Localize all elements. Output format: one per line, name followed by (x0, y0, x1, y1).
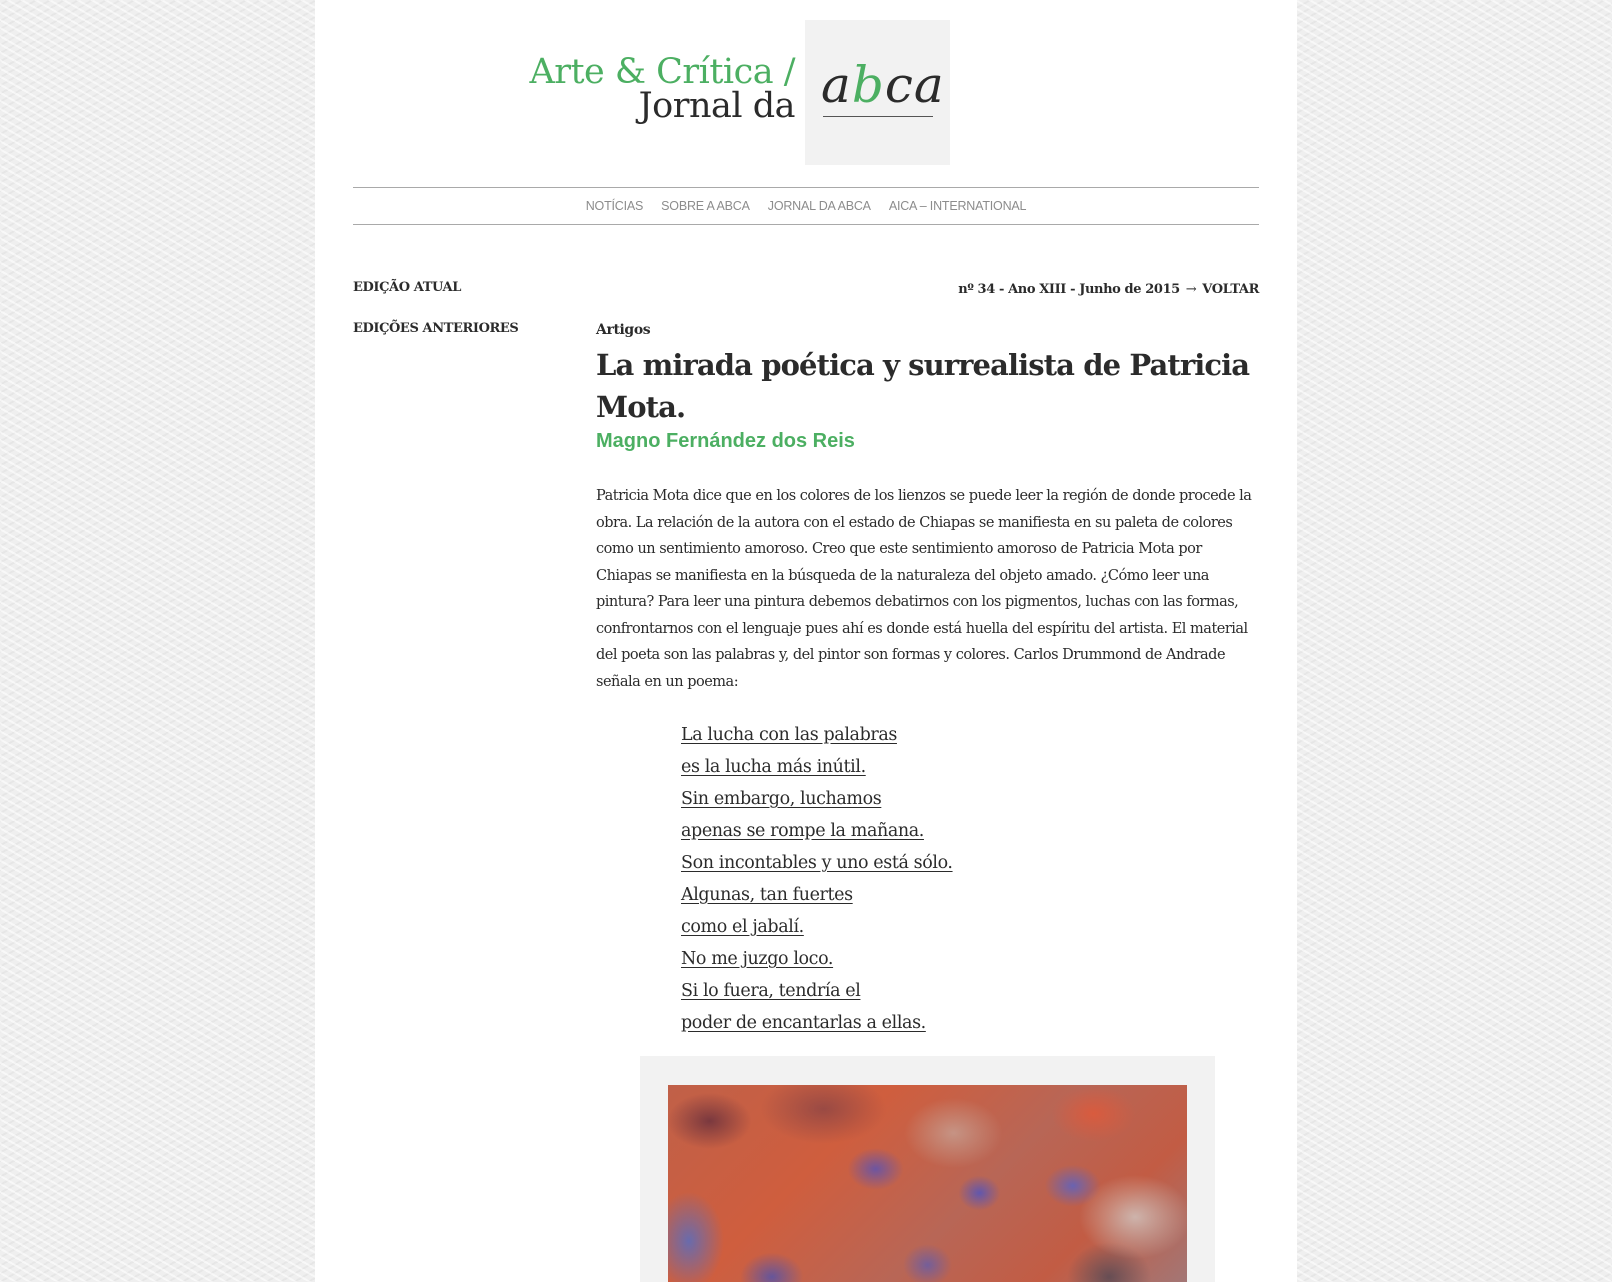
poem-line-link[interactable]: apenas se rompe la mañana. (681, 821, 924, 841)
poem-line (681, 719, 1259, 751)
poem-line-link[interactable]: La lucha con las palabras (681, 725, 897, 745)
poem-line (681, 751, 1259, 783)
poem-line (681, 1007, 1259, 1039)
nav-item-sobre-a-abca[interactable]: SOBRE A ABCA (661, 199, 750, 213)
logo-letter: c (884, 56, 914, 114)
poem (681, 719, 1259, 1039)
poem-line-link[interactable]: Sin embargo, luchamos (681, 789, 882, 809)
article-title: La mirada poética y surrealista de Patricia Mota. (596, 348, 1250, 424)
logo-letter-accent: b (851, 56, 885, 114)
back-link[interactable]: VOLTAR (1202, 282, 1259, 297)
logo-abca-mark (805, 20, 950, 165)
page-panel (315, 0, 1297, 1282)
edition-label: nº 34 - Ano XIII - Junho de 2015 (958, 282, 1180, 297)
nav-item-jornal-da-abca[interactable]: JORNAL DA ABCA (767, 199, 871, 213)
article-paragraph: Patricia Mota dice que en los colores de los lienzos se puede leer la región de donde procede la obra. La relación de la autora con el estado de Chiapas se manifiesta en su paleta de colores como un sentimiento amoroso. Creo que este sentimiento amoroso de Patricia Mota por Chiapas se manifiesta en la búsqueda de la naturaleza del objeto amado. ¿Cómo leer una pintura? Para leer una pintura debemos debatirnos con los pigmentos, luchas con las formas, confrontarnos con el lenguaje pues ahí es donde está huella del espíritu del artista. El material del poeta son las palabras y, del pintor son formas y colores. Carlos Drummond de Andrade señala en un poema: (596, 488, 1252, 690)
poem-line-link[interactable]: es la lucha más inútil. (681, 757, 866, 777)
logo-abca-text (821, 56, 945, 114)
poem-line (681, 783, 1259, 815)
poem-line-link[interactable]: No me juzgo loco. (681, 949, 834, 969)
logo-line-arte-critica: Arte & Crítica / (529, 52, 795, 92)
poem-line-link[interactable]: Si lo fuera, tendría el (681, 981, 861, 1001)
arrow-right-icon: → (1185, 282, 1197, 297)
sidebar-item-edicoes-anteriores[interactable]: EDIÇÕES ANTERIORES (353, 321, 519, 336)
poem-line-link[interactable]: Son incontables y uno está sólo. (681, 853, 953, 873)
main-nav (353, 188, 1259, 224)
poem-line-link[interactable]: como el jabalí. (681, 917, 804, 937)
poem-line (681, 911, 1259, 943)
article (596, 322, 1259, 1039)
logo-line-jornal-da: Jornal da (638, 86, 795, 126)
nav-item-noticias[interactable]: NOTÍCIAS (585, 199, 644, 213)
nav-bottom-rule (353, 224, 1259, 225)
edition-info (958, 282, 1259, 297)
poem-line (681, 975, 1259, 1007)
logo-underline (823, 116, 933, 117)
poem-line (681, 847, 1259, 879)
poem-line (681, 943, 1259, 975)
article-category: Artigos (596, 322, 651, 338)
article-author: Magno Fernández dos Reis (596, 430, 855, 452)
logo-letter: a (821, 56, 852, 114)
sidebar-item-edicao-atual[interactable]: EDIÇÃO ATUAL (353, 280, 461, 295)
poem-line-link[interactable]: Algunas, tan fuertes (681, 885, 853, 905)
artwork-image[interactable] (668, 1085, 1187, 1282)
artwork-figure (640, 1056, 1215, 1282)
logo-letter: a (913, 56, 945, 114)
poem-line (681, 815, 1259, 847)
poem-line (681, 879, 1259, 911)
poem-line-link[interactable]: poder de encantarlas a ellas. (681, 1013, 926, 1033)
nav-item-aica-international[interactable]: AICA – INTERNATIONAL (888, 199, 1027, 213)
